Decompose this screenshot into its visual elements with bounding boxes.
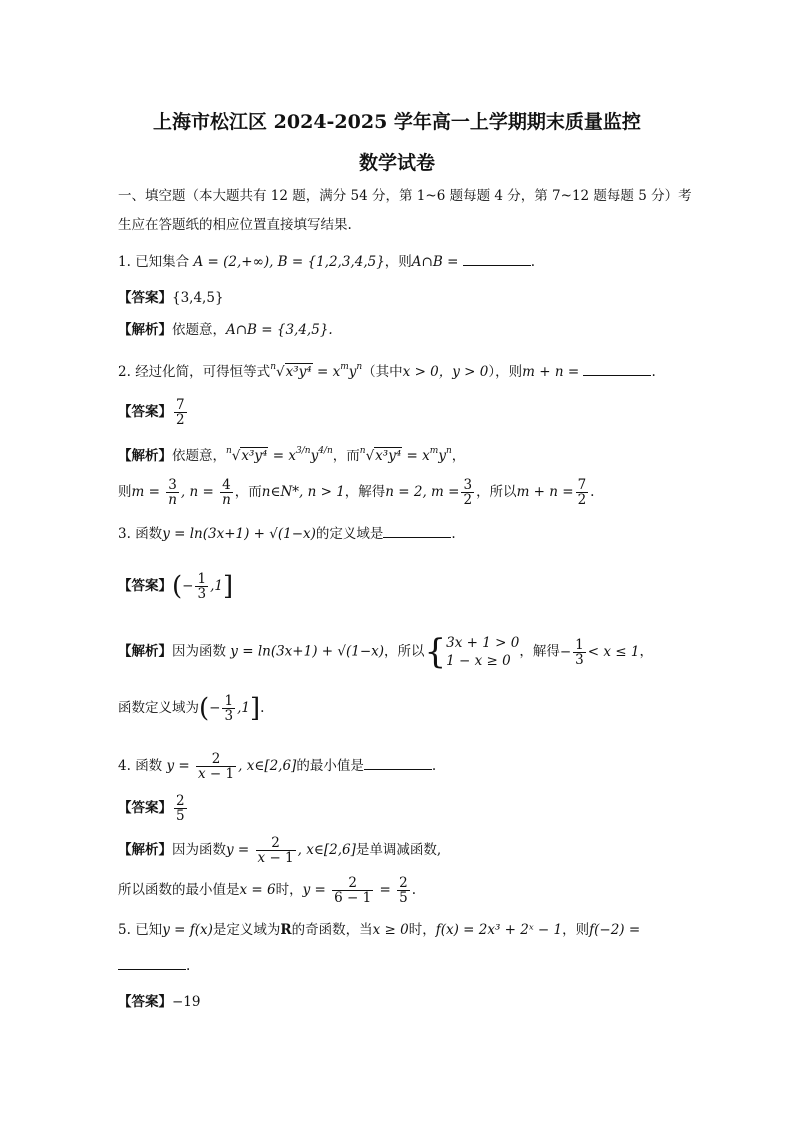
analysis-math: $^n√x^3y^4 = x^{3/n}y^{4/n}$ xyxy=(226,446,333,464)
domain-interval: (− $\frac{1}{3}$ ,1] xyxy=(199,693,261,724)
question-text: 经过化简，可得恒等式 xyxy=(135,364,271,380)
analysis-label: 【解析】 xyxy=(118,448,172,464)
question-text: 时， xyxy=(408,922,436,938)
question-text: 已知 xyxy=(135,922,163,938)
real-set: R xyxy=(280,922,292,938)
question-5-blank-line: . xyxy=(118,956,678,976)
answer-label: 【答案】 xyxy=(118,404,172,420)
question-4: 4. 函数 y = $\frac{2}{x - 1}$ , x∈[2,6]的最小值是 . xyxy=(118,751,437,782)
analysis-label: 【解析】 xyxy=(118,643,172,660)
analysis-math: n = 2, m = xyxy=(385,484,460,500)
answer-3 xyxy=(118,572,678,601)
question-text: ），则 xyxy=(488,364,523,380)
analysis-1 xyxy=(118,320,678,340)
answer-label: 【答案】 xyxy=(118,994,172,1010)
question-number: 4. xyxy=(118,758,131,774)
question-2: 2. 经过化简，可得恒等式$^n√x^3y^4 = x^my^n$（其中x > 0，y > 0），则m + n = . xyxy=(118,362,656,380)
answer-blank xyxy=(364,757,432,770)
radical-expression: $^n√x^3y^4 = x^my^n$ xyxy=(270,362,363,380)
sum-expression: m + n = xyxy=(522,364,580,380)
analysis-fraction: $\frac{3}{2}$ xyxy=(463,477,473,508)
question-text: 函数 xyxy=(135,758,163,774)
analysis-text: ，解得 xyxy=(519,643,560,660)
question-text: ，则 xyxy=(562,922,590,938)
question-number: 1. xyxy=(118,254,131,270)
condition: x > 0，y > 0 xyxy=(402,364,489,380)
analysis-text: 则 xyxy=(118,484,132,500)
analysis-math: x = 6 xyxy=(239,882,276,898)
analysis-text: 依题意， xyxy=(172,322,226,338)
analysis-2: 【解析】依题意，$^n√x^3y^4 = x^{3/n}y^{4/n}$，而$^n√x^3y^4 = x^my^n$， xyxy=(118,446,466,464)
analysis-math: y = $\frac{2}{6 - 1}$ = $\frac{2}{5}$ xyxy=(302,875,408,906)
analysis-text: ，所以 xyxy=(384,643,425,660)
answer-2 xyxy=(118,398,678,427)
analysis-text: 函数定义域为 xyxy=(118,700,199,716)
question-number: 3. xyxy=(118,526,131,542)
analysis-text: ，解得 xyxy=(344,484,386,500)
analysis-math: m + n = xyxy=(516,484,574,500)
set-expression: A∩B = xyxy=(411,254,459,270)
function-expression: y = $\frac{2}{x - 1}$ , x∈[2,6] xyxy=(166,751,297,782)
question-text: 已知集合 xyxy=(135,254,190,270)
analysis-math: m = $\frac{3}{n}$ , n = $\frac{4}{n}$ xyxy=(131,477,231,508)
question-text: 的定义域是 xyxy=(315,526,384,542)
analysis-math: − $\frac{1}{3}$ < x ≤ 1 xyxy=(559,636,640,668)
question-3: 3. 函数y = ln(3x+1) + √(1−x)的定义域是 . xyxy=(118,526,456,542)
answer-5 xyxy=(118,992,678,1012)
answer-fraction: $\frac{7}{2}$ xyxy=(176,397,185,428)
function-name: y = f(x) xyxy=(162,922,213,938)
analysis-3-line-2: 函数定义域为(− $\frac{1}{3}$ ,1]. xyxy=(118,693,265,724)
analysis-text: 时， xyxy=(275,882,303,898)
target-expression: f(−2) = xyxy=(589,922,641,938)
section-instructions-1: 一、填空题（本大题共有 12 题，满分 54 分，第 1~6 题每题 4 分，第 7~12 题每题 5 分）考 xyxy=(118,188,692,204)
analysis-4 xyxy=(118,836,678,865)
function-expression: y = $\frac{2}{x - 1}$ , x∈[2,6] xyxy=(226,835,356,866)
set-definition: A = (2,+∞), B = {1,2,3,4,5} xyxy=(193,254,385,270)
function-expression: y = ln(3x+1) + √(1−x) xyxy=(162,526,316,542)
answer-blank xyxy=(118,957,186,970)
analysis-math: n∈N*, n > 1 xyxy=(261,484,345,500)
analysis-text: ，而 xyxy=(332,448,360,464)
question-text: 函数 xyxy=(135,526,163,542)
question-number: 5. xyxy=(118,922,131,938)
analysis-text: ，所以 xyxy=(476,484,517,500)
question-5 xyxy=(118,920,678,940)
analysis-fraction: $\frac{7}{2}$ xyxy=(577,477,587,508)
analysis-math: A∩B = {3,4,5}. xyxy=(226,322,333,338)
page-title: 上海市松江区 2024-2025 学年高一上学期期末质量监控 xyxy=(153,111,641,133)
answer-value: −19 xyxy=(172,994,201,1010)
analysis-text: 所以函数的最小值是 xyxy=(118,882,240,898)
section-instructions-2: 生应在答题纸的相应位置直接填写结果. xyxy=(118,217,352,233)
analysis-2-line-2: 则m = $\frac{3}{n}$ , n = $\frac{4}{n}$ ，而n∈N*, n > 1，解得n = 2, m = $\frac{3}{2}$ ，所以m + n = $\frac{7}{2}$ . xyxy=(118,477,595,508)
page-subtitle: 数学试卷 xyxy=(358,152,435,174)
analysis-label: 【解析】 xyxy=(118,842,172,858)
question-text: 的最小值是 xyxy=(296,758,364,774)
answer-interval: (− $\frac{1}{3}$ ,1] xyxy=(172,571,234,602)
function-definition: f(x) = 2x³ + 2ˣ − 1 xyxy=(435,922,563,938)
answer-4 xyxy=(118,794,678,823)
answer-value: {3,4,5} xyxy=(172,290,224,306)
analysis-text: 是单调减函数, xyxy=(355,842,442,858)
analysis-label: 【解析】 xyxy=(118,322,172,338)
answer-1 xyxy=(118,288,678,308)
analysis-text: 因为函数 xyxy=(172,842,226,858)
answer-blank xyxy=(383,525,451,538)
function-expression: y = ln(3x+1) + √(1−x) xyxy=(230,643,385,660)
analysis-3: 【解析】因为函数 y = ln(3x+1) + √(1−x)，所以{ 3x + 1 > 0 1 − x ≥ 0 ，解得− $\frac{1}{3}$ < x ≤ 1， xyxy=(118,632,653,672)
question-text: 是定义域为 xyxy=(212,922,281,938)
answer-blank xyxy=(583,363,651,376)
question-text: 的奇函数，当 xyxy=(291,922,373,938)
question-1: 1. 已知集合 A = (2,+∞), B = {1,2,3,4,5}，则A∩B = . xyxy=(118,254,535,270)
answer-label: 【答案】 xyxy=(118,800,172,816)
condition: x ≥ 0 xyxy=(372,922,409,938)
inequality-system: 3x + 1 > 0 1 − x ≥ 0 xyxy=(446,635,520,669)
answer-label: 【答案】 xyxy=(118,290,172,306)
analysis-4-line-2: 所以函数的最小值是x = 6时，y = $\frac{2}{6 - 1}$ = $\frac{2}{5}$ . xyxy=(118,875,417,906)
question-text: ，则 xyxy=(384,254,412,270)
analysis-text: 因为函数 xyxy=(172,643,226,660)
answer-fraction: $\frac{2}{5}$ xyxy=(176,793,185,824)
question-number: 2. xyxy=(118,364,131,380)
answer-label: 【答案】 xyxy=(118,578,172,594)
question-text: （其中 xyxy=(362,364,403,380)
answer-blank xyxy=(463,253,531,266)
analysis-math: $^n√x^3y^4 = x^my^n$ xyxy=(359,446,452,464)
analysis-text: 依题意， xyxy=(172,448,226,464)
analysis-text: ，而 xyxy=(234,484,262,500)
